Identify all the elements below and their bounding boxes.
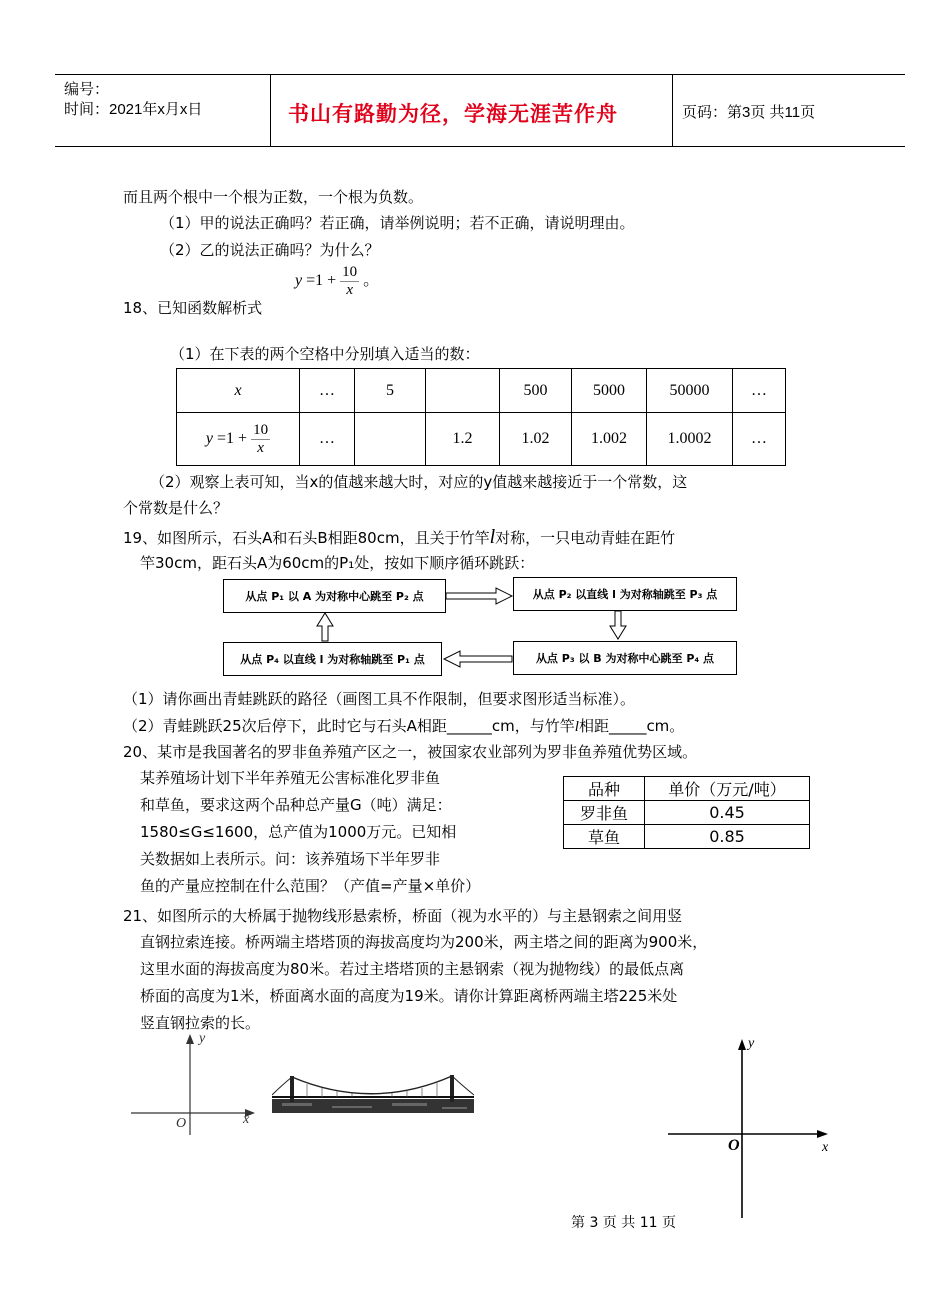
arrow-down-icon — [610, 611, 626, 639]
q20-line6: 鱼的产量应控制在什么范围？（产值=产量×单价） — [140, 877, 481, 895]
arrow-up-icon — [317, 613, 333, 641]
header-time-label: 时间：2021年x月x日 — [64, 101, 203, 118]
large-axes-origin-label: O — [728, 1137, 740, 1154]
q18-table-y: y — [205, 429, 214, 447]
small-axes-y-label: y — [199, 1031, 206, 1046]
q20-table-header: 单价（万元/吨） — [645, 777, 810, 801]
q18-table-cell: 50000 — [647, 369, 733, 413]
q18-table-num: 10 — [253, 421, 269, 438]
q20-table-cell: 草鱼 — [564, 825, 645, 849]
q19-part2-l: l — [574, 719, 579, 735]
q21-line5: 竖直钢拉索的长。 — [140, 1014, 261, 1032]
q18-formula-y: y — [295, 272, 303, 290]
q19-line1a: 19、如图所示，石头A和石头B相距80cm，且关于竹竿 — [123, 529, 490, 547]
q18-part2-line2: 个常数是什么？ — [123, 499, 229, 517]
arrow-right-icon — [446, 588, 512, 604]
q18-formula-num: 10 — [342, 264, 358, 280]
q19-line1b: 对称，一只电动青蛙在距竹 — [495, 529, 676, 547]
q19-flow-box-2: 从点 P₂ 以直线 l 为对称轴跳至 P₃ 点 — [513, 577, 737, 611]
q17-line0: 而且两个根中一个根为正数，一个根为负数。 — [123, 188, 424, 206]
small-axes-origin-label: O — [176, 1116, 187, 1131]
q18-prefix: 18、已知函数解析式 — [123, 299, 263, 317]
arrow-left-icon — [444, 651, 512, 667]
q18-table-cell: … — [300, 369, 355, 413]
header-motto: 书山有路勤为径，学海无涯苦作舟 — [288, 102, 618, 126]
q18-table-cell: 500 — [500, 369, 572, 413]
q18-table-cell: 5 — [355, 369, 426, 413]
footer-page-number: 第 3 页 共 11 页 — [571, 1215, 676, 1231]
q20-table-cell: 0.85 — [645, 825, 810, 849]
q18-formula-den: x — [346, 282, 353, 298]
q19-part2b: 相距_____cm。 — [578, 717, 685, 735]
q19-part1: （1）请你画出青蛙跳跃的路径（画图工具不作限制，但要求图形适当标准）。 — [123, 690, 636, 708]
q17-part2: （2）乙的说法正确吗？为什么？ — [160, 241, 380, 259]
q18-table-cell: 1.2 — [426, 413, 500, 466]
q21-line1: 21、如图所示的大桥属于抛物线形悬索桥，桥面（视为水平的）与主悬钢索之间用竖 — [123, 907, 683, 925]
q20-table-cell: 0.45 — [645, 801, 810, 825]
q19-flow-box-4: 从点 P₃ 以 B 为对称中心跳至 P₄ 点 — [513, 641, 737, 675]
q18-table-cell: 1.002 — [572, 413, 647, 466]
bridge-image — [272, 1073, 474, 1113]
q18-table-cell: 5000 — [572, 369, 647, 413]
q18-table-den: x — [257, 439, 264, 456]
q21-line4: 桥面的高度为1米，桥面离水面的高度为19米。请你计算距离桥两端主塔225米处 — [140, 987, 678, 1005]
q18-table-eq: =1 + — [217, 429, 248, 447]
q19-line2: 竿30cm，距石头A为60cm的P₁处，按如下顺序循环跳跃： — [140, 554, 535, 572]
large-axes-figure — [665, 1035, 840, 1220]
q17-part1: （1）甲的说法正确吗？若正确，请举例说明；若不正确，请说明理由。 — [160, 214, 635, 232]
q18-table-cell: 1.02 — [500, 413, 572, 466]
q19-line1-l: l — [489, 526, 496, 548]
q20-line2: 某养殖场计划下半年养殖无公害标准化罗非鱼 — [140, 769, 441, 787]
q18-table-cell: … — [733, 413, 786, 466]
large-axes-x-label: x — [822, 1140, 829, 1155]
q21-line3: 这里水面的海拔高度为80米。若过主塔塔顶的主悬钢索（视为抛物线）的最低点离 — [140, 960, 685, 978]
q21-line2: 直钢拉索连接。桥两端主塔塔顶的海拔高度均为200米，两主塔之间的距离为900米， — [140, 933, 708, 951]
q19-flow-box-3: 从点 P₄ 以直线 l 为对称轴跳至 P₁ 点 — [223, 642, 442, 676]
q20-table-header: 品种 — [564, 777, 645, 801]
q19-flow-box-1: 从点 P₁ 以 A 为对称中心跳至 P₂ 点 — [223, 579, 446, 613]
q19-part2 — [123, 716, 684, 737]
q20-line4: 1580≤G≤1600，总产值为1000万元。已知相 — [140, 823, 457, 841]
q18-formula-suffix: 。 — [363, 272, 380, 290]
q18-table-cell: … — [733, 369, 786, 413]
q18-formula-eq: =1 + — [306, 272, 337, 290]
header-page-label: 页码：第3页 共11页 — [682, 104, 816, 121]
q19-part2a: （2）青蛙跳跃25次后停下，此时它与石头A相距______cm，与竹竿 — [123, 717, 575, 735]
q18-part2-line1: （2）观察上表可知，当x的值越来越大时，对应的y值越来越接近于一个常数，这 — [150, 473, 688, 491]
header-id-label: 编号： — [64, 81, 110, 98]
q18-table-cell: 1.0002 — [647, 413, 733, 466]
q18-table-x-label: x — [177, 369, 300, 413]
q20-line1: 20、某市是我国著名的罗非鱼养殖产区之一，被国家农业部列为罗非鱼养殖优势区域。 — [123, 743, 698, 761]
q18-part1: （1）在下表的两个空格中分别填入适当的数： — [170, 345, 480, 363]
q20-price-table — [563, 776, 810, 849]
q20-line3: 和草鱼，要求这两个品种总产量G（吨）满足： — [140, 796, 452, 814]
large-axes-y-label: y — [748, 1036, 755, 1051]
q18-table-cell: … — [300, 413, 355, 466]
q20-line5: 关数据如上表所示。问：该养殖场下半年罗非 — [140, 850, 441, 868]
small-axes-x-label: x — [243, 1112, 250, 1127]
q20-table-cell: 罗非鱼 — [564, 801, 645, 825]
